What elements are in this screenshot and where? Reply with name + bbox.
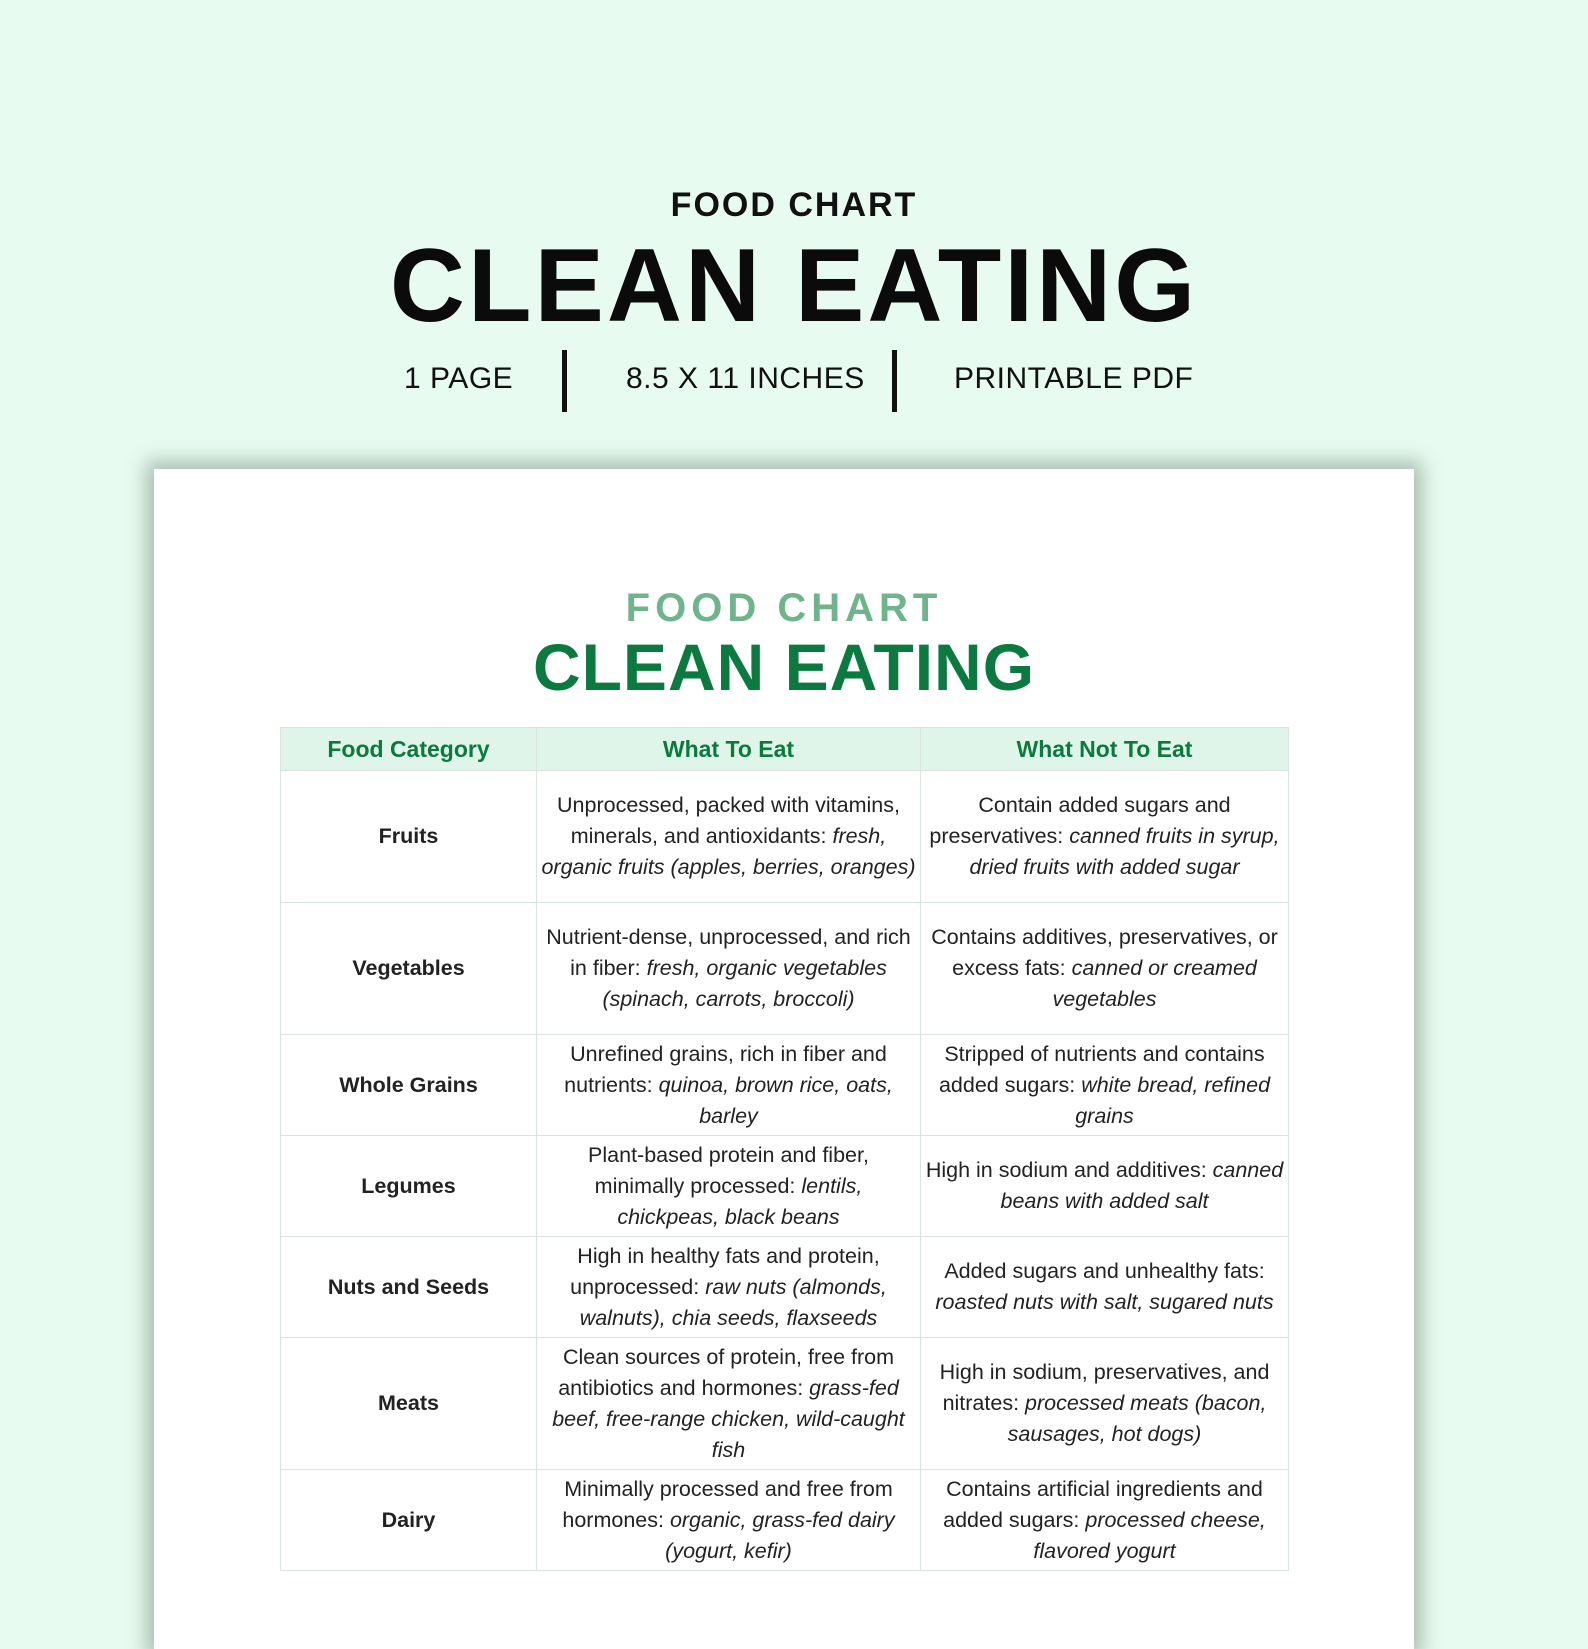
category-cell: Nuts and Seeds <box>281 1237 537 1338</box>
eat-cell: Plant-based protein and fiber, minimally processed: lentils, chickpeas, black beans <box>537 1136 921 1237</box>
header-what-not-to-eat: What Not To Eat <box>921 728 1289 771</box>
eat-cell: Unrefined grains, rich in fiber and nutrients: quinoa, brown rice, oats, barley <box>537 1035 921 1136</box>
spec-divider <box>892 350 897 412</box>
header-what-to-eat: What To Eat <box>537 728 921 771</box>
category-cell: Meats <box>281 1338 537 1470</box>
category-cell: Legumes <box>281 1136 537 1237</box>
spec-pages: 1 PAGE <box>404 362 514 395</box>
table-row <box>281 1237 1289 1338</box>
avoid-cell: Contains additives, preservatives, or excess fats: canned or creamed vegetables <box>921 903 1289 1035</box>
hero-title: CLEAN EATING <box>389 228 1199 344</box>
avoid-cell: Stripped of nutrients and contains added sugars: white bread, refined grains <box>921 1035 1289 1136</box>
category-cell: Whole Grains <box>281 1035 537 1136</box>
category-cell: Dairy <box>281 1470 537 1571</box>
table-header-row <box>281 728 1289 771</box>
spec-format: PRINTABLE PDF <box>954 362 1194 395</box>
table-row <box>281 903 1289 1035</box>
table-row <box>281 1136 1289 1237</box>
eat-cell: High in healthy fats and protein, unprocessed: raw nuts (almonds, walnuts), chia seeds, flaxseeds <box>537 1237 921 1338</box>
spec-divider <box>562 350 567 412</box>
avoid-cell: High in sodium and additives: canned beans with added salt <box>921 1136 1289 1237</box>
eat-cell: Minimally processed and free from hormones: organic, grass-fed dairy (yogurt, kefir) <box>537 1470 921 1571</box>
table-row <box>281 771 1289 903</box>
category-cell: Vegetables <box>281 903 537 1035</box>
document-preview-sheet <box>154 469 1414 1649</box>
avoid-cell: Added sugars and unhealthy fats: roasted nuts with salt, sugared nuts <box>921 1237 1289 1338</box>
table-row <box>281 1035 1289 1136</box>
sheet-title: CLEAN EATING <box>532 630 1036 704</box>
header-food-category: Food Category <box>281 728 537 771</box>
hero-kicker: FOOD CHART <box>670 186 918 224</box>
avoid-cell: Contains artificial ingredients and added sugars: processed cheese, flavored yogurt <box>921 1470 1289 1571</box>
table-row <box>281 1470 1289 1571</box>
table-row <box>281 1338 1289 1470</box>
avoid-cell: Contain added sugars and preservatives: canned fruits in syrup, dried fruits with added sugar <box>921 771 1289 903</box>
food-chart-table <box>280 727 1289 1571</box>
eat-cell: Nutrient-dense, unprocessed, and rich in fiber: fresh, organic vegetables (spinach, carrots, broccoli) <box>537 903 921 1035</box>
spec-size: 8.5 X 11 INCHES <box>626 362 865 395</box>
sheet-kicker: FOOD CHART <box>625 586 943 630</box>
category-cell: Fruits <box>281 771 537 903</box>
eat-cell: Clean sources of protein, free from antibiotics and hormones: grass-fed beef, free-range chicken, wild-caught fish <box>537 1338 921 1470</box>
avoid-cell: High in sodium, preservatives, and nitrates: processed meats (bacon, sausages, hot dogs) <box>921 1338 1289 1470</box>
spec-bar <box>0 350 1588 414</box>
eat-cell: Unprocessed, packed with vitamins, minerals, and antioxidants: fresh, organic fruits (apples, berries, oranges) <box>537 771 921 903</box>
